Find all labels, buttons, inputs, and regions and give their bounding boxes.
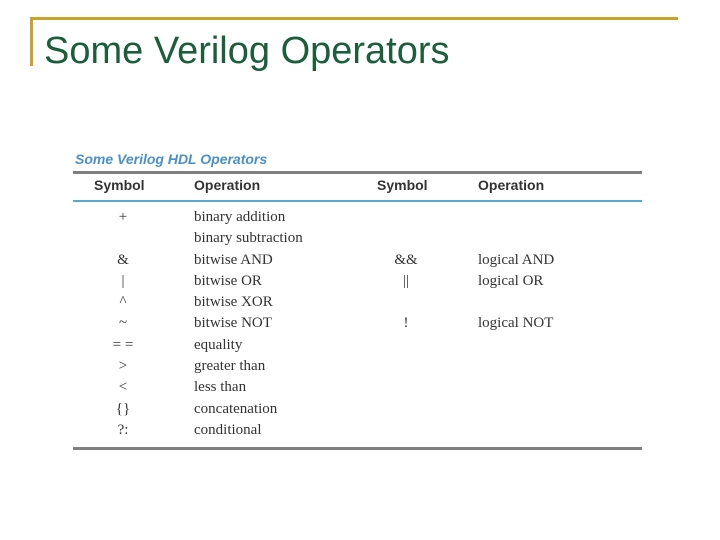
table-row xyxy=(73,292,642,313)
symbol-cell: < xyxy=(118,379,128,396)
table-row xyxy=(73,420,642,441)
operation-cell: less than xyxy=(194,379,247,396)
symbol-cell: || xyxy=(402,272,409,289)
operation-cell: bitwise NOT xyxy=(194,315,272,332)
table-row xyxy=(73,250,642,271)
symbol-cell: ?: xyxy=(117,421,129,438)
table-row xyxy=(73,228,642,249)
symbol-cell: && xyxy=(394,251,418,268)
frame-left-line xyxy=(30,17,33,66)
operation-cell: binary addition xyxy=(194,209,286,225)
operation-cell: concatenation xyxy=(194,400,278,417)
table-row xyxy=(73,207,642,228)
table-row xyxy=(73,271,642,292)
operation-cell: logical AND xyxy=(478,251,555,268)
symbol-cell: | xyxy=(121,272,125,289)
operation-cell: bitwise AND xyxy=(194,251,273,268)
table-row xyxy=(73,335,642,356)
operation-cell: logical OR xyxy=(478,272,544,289)
symbol-cell: = = xyxy=(112,336,134,353)
table-header xyxy=(73,171,642,202)
symbol-cell: & xyxy=(117,251,129,268)
symbol-cell: ~ xyxy=(118,315,128,332)
table-row xyxy=(73,399,642,420)
operators-table xyxy=(73,149,642,450)
header-symbol-1: Symbol xyxy=(94,177,145,193)
symbol-cell: + xyxy=(118,209,128,225)
header-operation-2: Operation xyxy=(478,177,545,193)
slide-title: Some Verilog Operators xyxy=(44,30,450,72)
table-row xyxy=(73,356,642,377)
symbol-cell: {} xyxy=(115,400,131,417)
operation-cell: binary subtraction xyxy=(194,230,303,247)
table-row xyxy=(73,313,642,334)
operation-cell: conditional xyxy=(194,421,262,438)
operation-cell: greater than xyxy=(194,358,266,375)
symbol-cell: ! xyxy=(403,315,409,332)
table-body xyxy=(73,202,642,450)
header-symbol-2: Symbol xyxy=(377,177,428,193)
table-row xyxy=(73,377,642,398)
operation-cell: bitwise OR xyxy=(194,272,262,289)
header-operation-1: Operation xyxy=(194,177,261,193)
operation-cell: equality xyxy=(194,336,243,353)
frame-top-line xyxy=(32,17,678,20)
operation-cell: logical NOT xyxy=(478,315,554,332)
symbol-cell: > xyxy=(118,358,128,375)
operation-cell: bitwise XOR xyxy=(194,294,273,311)
table-caption: Some Verilog HDL Operators xyxy=(75,151,268,167)
symbol-cell: ^ xyxy=(119,294,127,311)
